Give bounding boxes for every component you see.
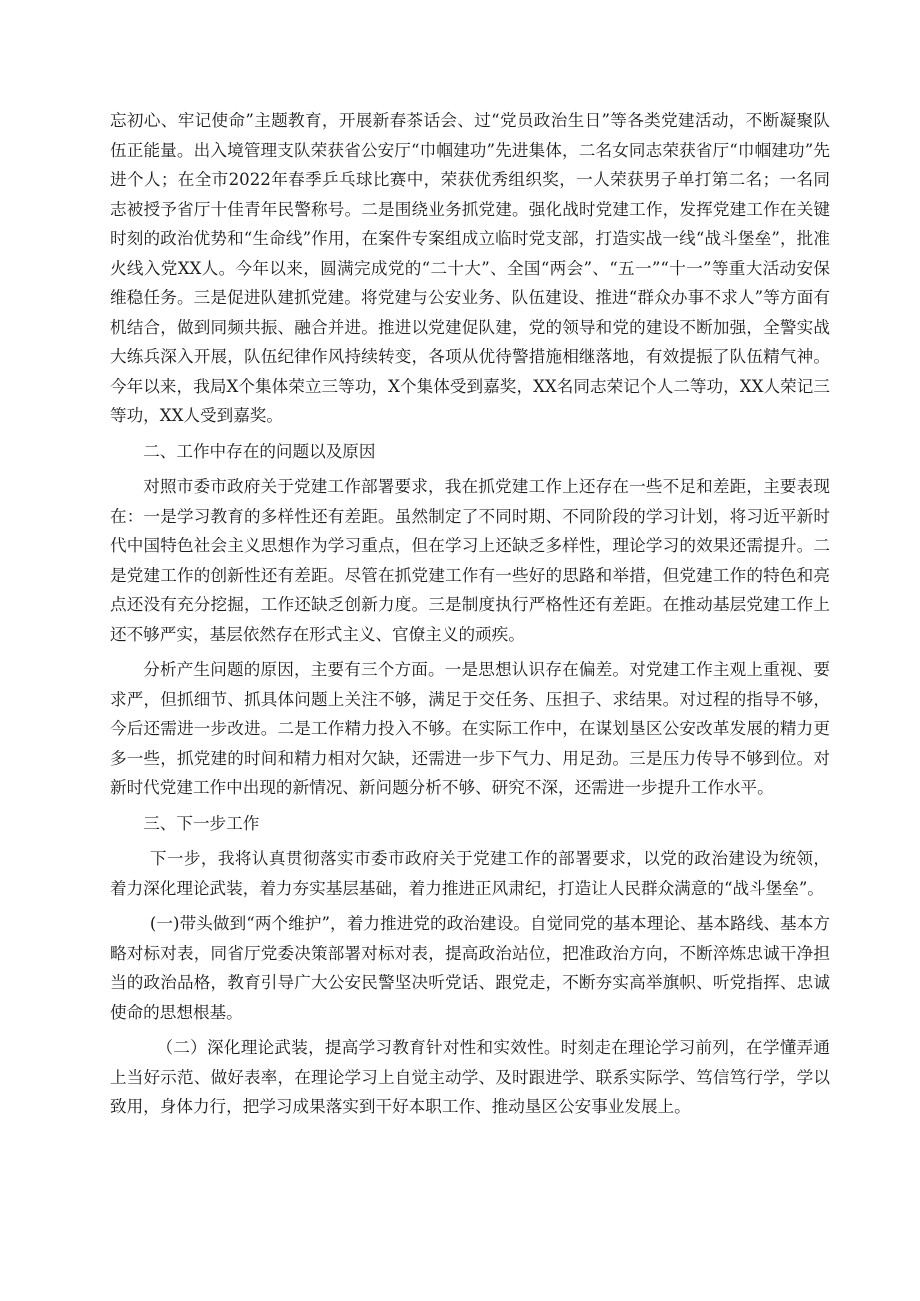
section-heading-problems: 二、工作中存在的问题以及原因 bbox=[143, 441, 376, 461]
section-heading-next-steps: 三、下一步工作 bbox=[143, 813, 260, 833]
paragraph-problems: 对照市委市政府关于党建工作部署要求，我在抓党建工作上还存在一些不足和差距，主要表现在：一是学习教育的多样性还有差距。虽然制定了不同时期、不同阶段的学习计划，将习近平新时代中国特色社会主义思想作为学习重点，但在学习上还缺乏多样性，理论学习的效果还需提升。二是党建工作的创新性还有差距。尽管在抓党建工作有一些好的思路和举措，但党建工作的特色和亮点还没有充分挖掘，工作还缺乏创新力度。三是制度执行严格性还有差距。在推动基层党建工作上还不够严实，基层依然存在形式主义、官僚主义的顽疾。 bbox=[110, 477, 830, 644]
paragraph-item-1: (一)带头做到“两个维护”，着力推进党的政治建设。自觉同党的基本理论、基本路线、基本方略对标对表，同省厅党委决策部署对标对表，提高政治站位，把准政治方向，不断淬炼忠诚干净担当的政治品格，教育引导广大公安民警坚决听党话、跟党走，不断夯实高举旗帜、听党指挥、忠诚使命的思想根基。 bbox=[110, 914, 830, 1022]
paragraph-party-building-activities: 忘初心、牢记使命”主题教育，开展新春茶话会、过“党员政治生日”等各类党建活动，不断凝聚队伍正能量。出入境管理支队荣获省公安厅“巾帼建功”先进集体，二名女同志荣获省厅“巾帼建功”先进个人；在全市2022年春季乒乓球比赛中，荣获优秀组织奖，一人荣获男子单打第二名；一名同志被授予省厅十佳青年民警称号。二是围绕业务抓党建。强化战时党建工作，发挥党建工作在关键时刻的政治优势和“生命线”作用，在案件专案组成立临时党支部，打造实战一线“战斗堡垒”，批准火线入党XX人。今年以来，圆满完成党的“二十大”、全国“两会”、“五一”“十一”等重大活动安保维稳任务。三是促进队建抓党建。将党建与公安业务、队伍建设、推进“群众办事不求人”等方面有机结合，做到同频共振、融合并进。推进以党建促队建，党的领导和党的建设不断加强，全警实战大练兵深入开展，队伍纪律作风持续转变，各项从优待警措施相继落地，有效提振了队伍精气神。今年以来，我局X个集体荣立三等功，X个集体受到嘉奖，XX名同志荣记个人二等功，XX人荣记三等功，XX人受到嘉奖。 bbox=[110, 111, 830, 425]
document-page bbox=[110, 106, 830, 1122]
paragraph-next-steps-intro: 下一步，我将认真贯彻落实市委市政府关于党建工作的部署要求，以党的政治建设为统领，着力深化理论武装，着力夯实基层基础，着力推进正风肃纪，打造让人民群众满意的“战斗堡垒”。 bbox=[110, 849, 830, 898]
paragraph-causes: 分析产生问题的原因，主要有三个方面。一是思想认识存在偏差。对党建工作主观上重视、要求严，但抓细节、抓具体问题上关注不够，满足于交任务、压担子、求结果。对过程的指导不够，今后还需进一步改进。二是工作精力投入不够。在实际工作中，在谋划垦区公安改革发展的精力更多一些，抓党建的时间和精力相对欠缺，还需进一步下气力、用足劲。三是压力传导不够到位。对新时代党建工作中出现的新情况、新问题分析不够、研究不深，还需进一步提升工作水平。 bbox=[110, 660, 830, 797]
paragraph-item-2: （二）深化理论武装，提高学习教育针对性和实效性。时刻走在理论学习前列，在学懂弄通上当好示范、做好表率，在理论学习上自觉主动学、及时跟进学、联系实际学、笃信笃行学，学以致用，身体力行，把学习成果落实到干好本职工作、推动垦区公安事业发展上。 bbox=[110, 1038, 830, 1116]
